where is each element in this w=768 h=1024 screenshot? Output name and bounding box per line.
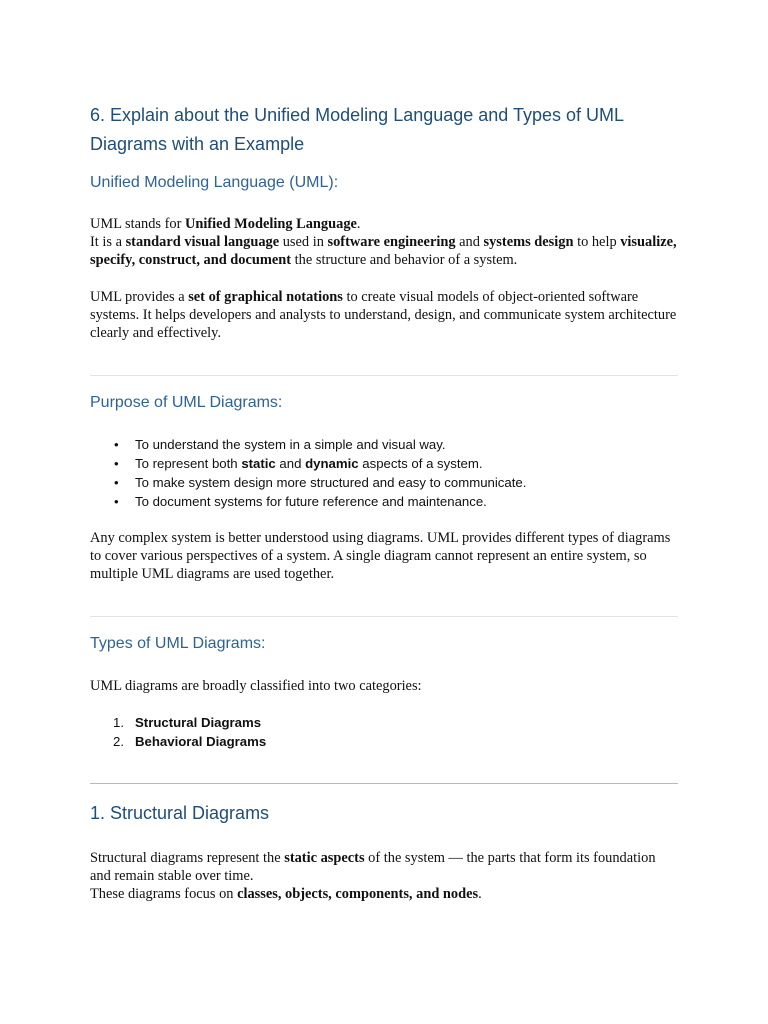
list-item xyxy=(90,492,678,511)
list-item xyxy=(90,435,678,454)
section-divider xyxy=(90,616,678,617)
section-heading-types: Types of UML Diagrams: xyxy=(90,635,266,652)
text-span: . xyxy=(478,886,482,902)
text-span: of the system — the parts that form its foundation and remain stable over time. xyxy=(90,850,656,884)
text-span: to create visual models of object-oriented software systems. It helps developers and analysts to understand, design, and communicate system architecture clearly and effectively. xyxy=(90,289,677,341)
text-span: UML stands for xyxy=(90,216,185,232)
bold-span: static aspects xyxy=(284,850,365,866)
purpose-list xyxy=(90,435,678,511)
text-span: It is a xyxy=(90,234,126,250)
section-heading-structural: 1. Structural Diagrams xyxy=(90,803,270,823)
number-marker: 2. xyxy=(113,734,124,749)
text-span: and xyxy=(275,456,306,471)
bold-span: standard visual language xyxy=(125,234,280,250)
bold-span: software engineering xyxy=(327,234,456,250)
bullet-marker: • xyxy=(114,437,119,452)
text-span: . xyxy=(356,216,361,232)
types-list xyxy=(90,713,678,751)
types-intro-paragraph: UML diagrams are broadly classified into two categories: xyxy=(90,678,422,694)
text-span: aspects of a system. xyxy=(358,456,483,471)
list-item-text: To understand the system in a simple and visual way. xyxy=(135,437,446,452)
bold-span: classes, objects, components, and nodes xyxy=(237,886,479,902)
structural-paragraph xyxy=(90,849,678,903)
text-span: These diagrams focus on xyxy=(90,886,238,902)
bold-span: dynamic xyxy=(305,456,359,471)
section-heading-uml: Unified Modeling Language (UML): xyxy=(90,174,339,191)
text-span: UML provides a xyxy=(90,289,189,305)
bullet-marker: • xyxy=(114,475,119,490)
section-divider xyxy=(90,783,678,784)
text-span: to help xyxy=(573,234,621,250)
text-span: used in xyxy=(279,234,328,250)
list-item xyxy=(90,454,678,473)
bold-span: visualize, specify, construct, and document xyxy=(90,234,677,268)
list-item xyxy=(90,473,678,492)
list-item xyxy=(90,732,678,751)
bold-span: set of graphical notations xyxy=(188,289,343,305)
purpose-paragraph: Any complex system is better understood using diagrams. UML provides different types of diagrams to cover various perspectives of a system. A single diagram cannot represent an entire system, so multiple UML diagrams are used together. xyxy=(90,530,671,582)
list-item-text: To document systems for future reference and maintenance. xyxy=(135,494,487,509)
uml-notation-paragraph xyxy=(90,288,678,342)
uml-definition-paragraph xyxy=(90,215,678,269)
text-span: and xyxy=(455,234,484,250)
list-item-text: Behavioral Diagrams xyxy=(135,734,267,749)
text-span: To represent both xyxy=(135,456,242,471)
list-item-text: Structural Diagrams xyxy=(135,715,262,730)
text-span: Structural diagrams represent the xyxy=(90,850,285,866)
bullet-marker: • xyxy=(114,456,119,471)
list-item-text: To make system design more structured and easy to communicate. xyxy=(135,475,527,490)
section-divider xyxy=(90,375,678,376)
bold-span: systems design xyxy=(483,234,574,250)
page-title: 6. Explain about the Unified Modeling Language and Types of UML Diagrams with an Example xyxy=(90,105,624,154)
bold-span: static xyxy=(241,456,276,471)
bullet-marker: • xyxy=(114,494,119,509)
section-heading-purpose: Purpose of UML Diagrams: xyxy=(90,394,283,411)
text-span: the structure and behavior of a system. xyxy=(291,252,518,268)
number-marker: 1. xyxy=(113,715,124,730)
list-item xyxy=(90,713,678,732)
bold-span: Unified Modeling Language xyxy=(185,216,357,232)
